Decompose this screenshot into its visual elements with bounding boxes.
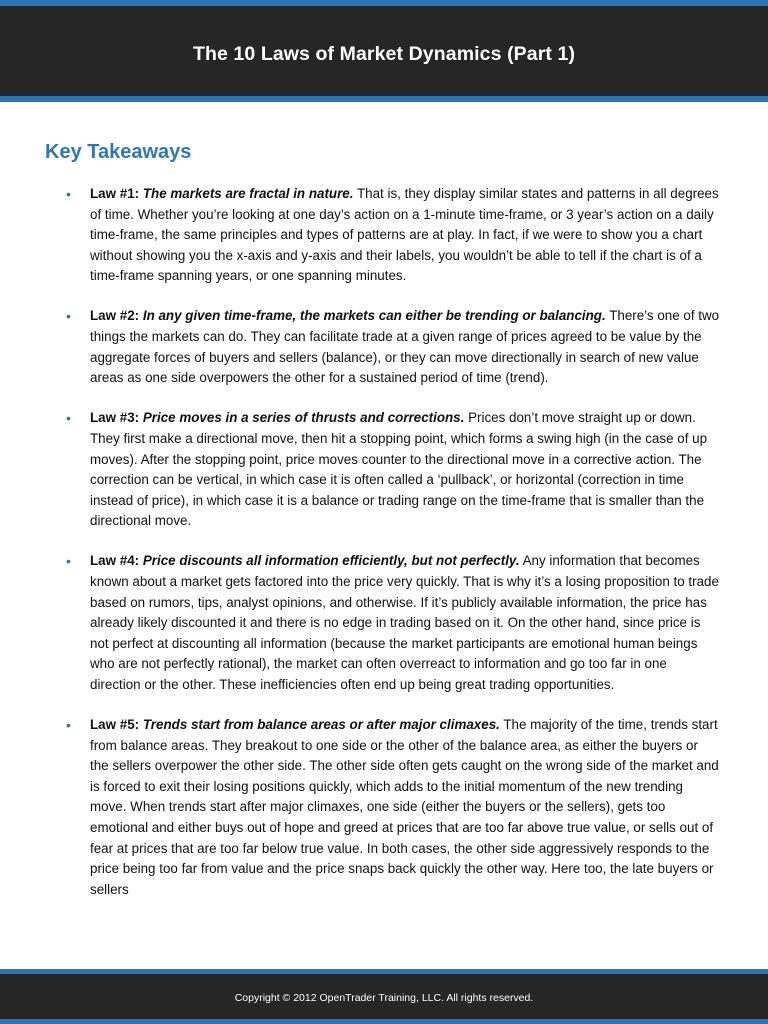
law-label: Law #1: [90, 186, 140, 201]
bullet-icon: • [66, 308, 71, 325]
law-text: Prices don’t move straight up or down. They first make a directional move, then hit a stopping point, which forms a swing high (in the case of up moves). After the stopping point, price moves counter to the directional move in a corrective action. The correction can be vertical, in which case it is often called a ‘pullback’, or horizontal (correction in time instead of price), in which case it is a balance or trading range on the time-frame that is smaller than the directional move. [90, 410, 708, 529]
copyright-text: Copyright © 2012 OpenTrader Training, LLC. All rights reserved. [234, 992, 534, 1004]
laws-list [0, 184, 768, 920]
bullet-icon: • [66, 717, 71, 734]
list-item-law-5 [0, 715, 768, 900]
law-text: The majority of the time, trends start from balance areas. They breakout to one side or the other of the balance area, as either the buyers or the sellers overpower the other side. The other side often gets caught on the wrong side of the market and is forced to exit their losing positions quickly, which adds to the initial momentum of the new trending move. When trends start after major climaxes, one side (either the buyers or the sellers), gets too emotional and either buys out of hope and greed at prices that are too far above true value, or sells out of fear at prices that are too far below true value. In both cases, the other side aggressively responds to the price being too far from value and the price snaps back quickly the other way. Here too, the late buyers or sellers [90, 717, 719, 897]
page-footer [0, 969, 768, 1024]
law-text: Any information that becomes known about a market gets factored into the price very quickly. That is why it’s a losing proposition to trade based on rumors, tips, analyst opinions, and otherwise. If it’s publicly available information, the price has already likely discounted it and there is no edge in trading based on it. On the other hand, since price is not perfect at discounting all information (because the market participants are emotional human beings who are not perfectly rational), the market can often overreact to information and go too far in one direction or the other. These inefficiencies often end up being great trading opportunities. [90, 553, 719, 692]
page-header [0, 0, 768, 102]
page-title: The 10 Laws of Market Dynamics (Part 1) [192, 43, 576, 65]
list-item-law-4 [0, 551, 768, 695]
law-label: Law #3: [90, 410, 140, 426]
bullet-icon: • [66, 410, 71, 427]
bullet-icon: • [66, 553, 71, 570]
law-title: Trends start from balance areas or after major climaxes. [142, 717, 500, 733]
law-text: There’s one of two things the markets can do. They can facilitate trade at a given range of prices agreed to be value by the aggregate forces of buyers and sellers (balance), or they can move directionally in search of new value areas as one side overpowers the other for a sustained period of time (trend). [90, 308, 720, 386]
law-label: Law #2: [90, 308, 140, 324]
list-item-law-2 [0, 306, 768, 388]
law-label: Law #5: [90, 717, 140, 733]
law-label: Law #4: [90, 553, 140, 569]
list-item-law-1 [0, 184, 768, 287]
law-title: The markets are fractal in nature. [142, 186, 354, 201]
law-title: In any given time-frame, the markets can either be trending or balancing. [142, 308, 606, 324]
law-title: Price discounts all information efficiently, but not perfectly. [142, 553, 520, 569]
section-heading: Key Takeaways [45, 141, 192, 163]
list-item-law-3 [0, 408, 768, 532]
law-title: Price moves in a series of thrusts and corrections. [142, 410, 465, 426]
law-text: That is, they display similar states and patterns in all degrees of time. Whether you’re looking at one day’s action on a 1-minute time-frame, or 3 year’s action on a daily time-frame, the same principles and types of patterns are at play. In fact, if we were to show you a chart without showing you the x-axis and y-axis and their labels, you wouldn’t be able to tell if the chart is of a time-frame spanning years, or one spanning minutes. [90, 186, 719, 284]
bullet-icon: • [66, 186, 71, 202]
